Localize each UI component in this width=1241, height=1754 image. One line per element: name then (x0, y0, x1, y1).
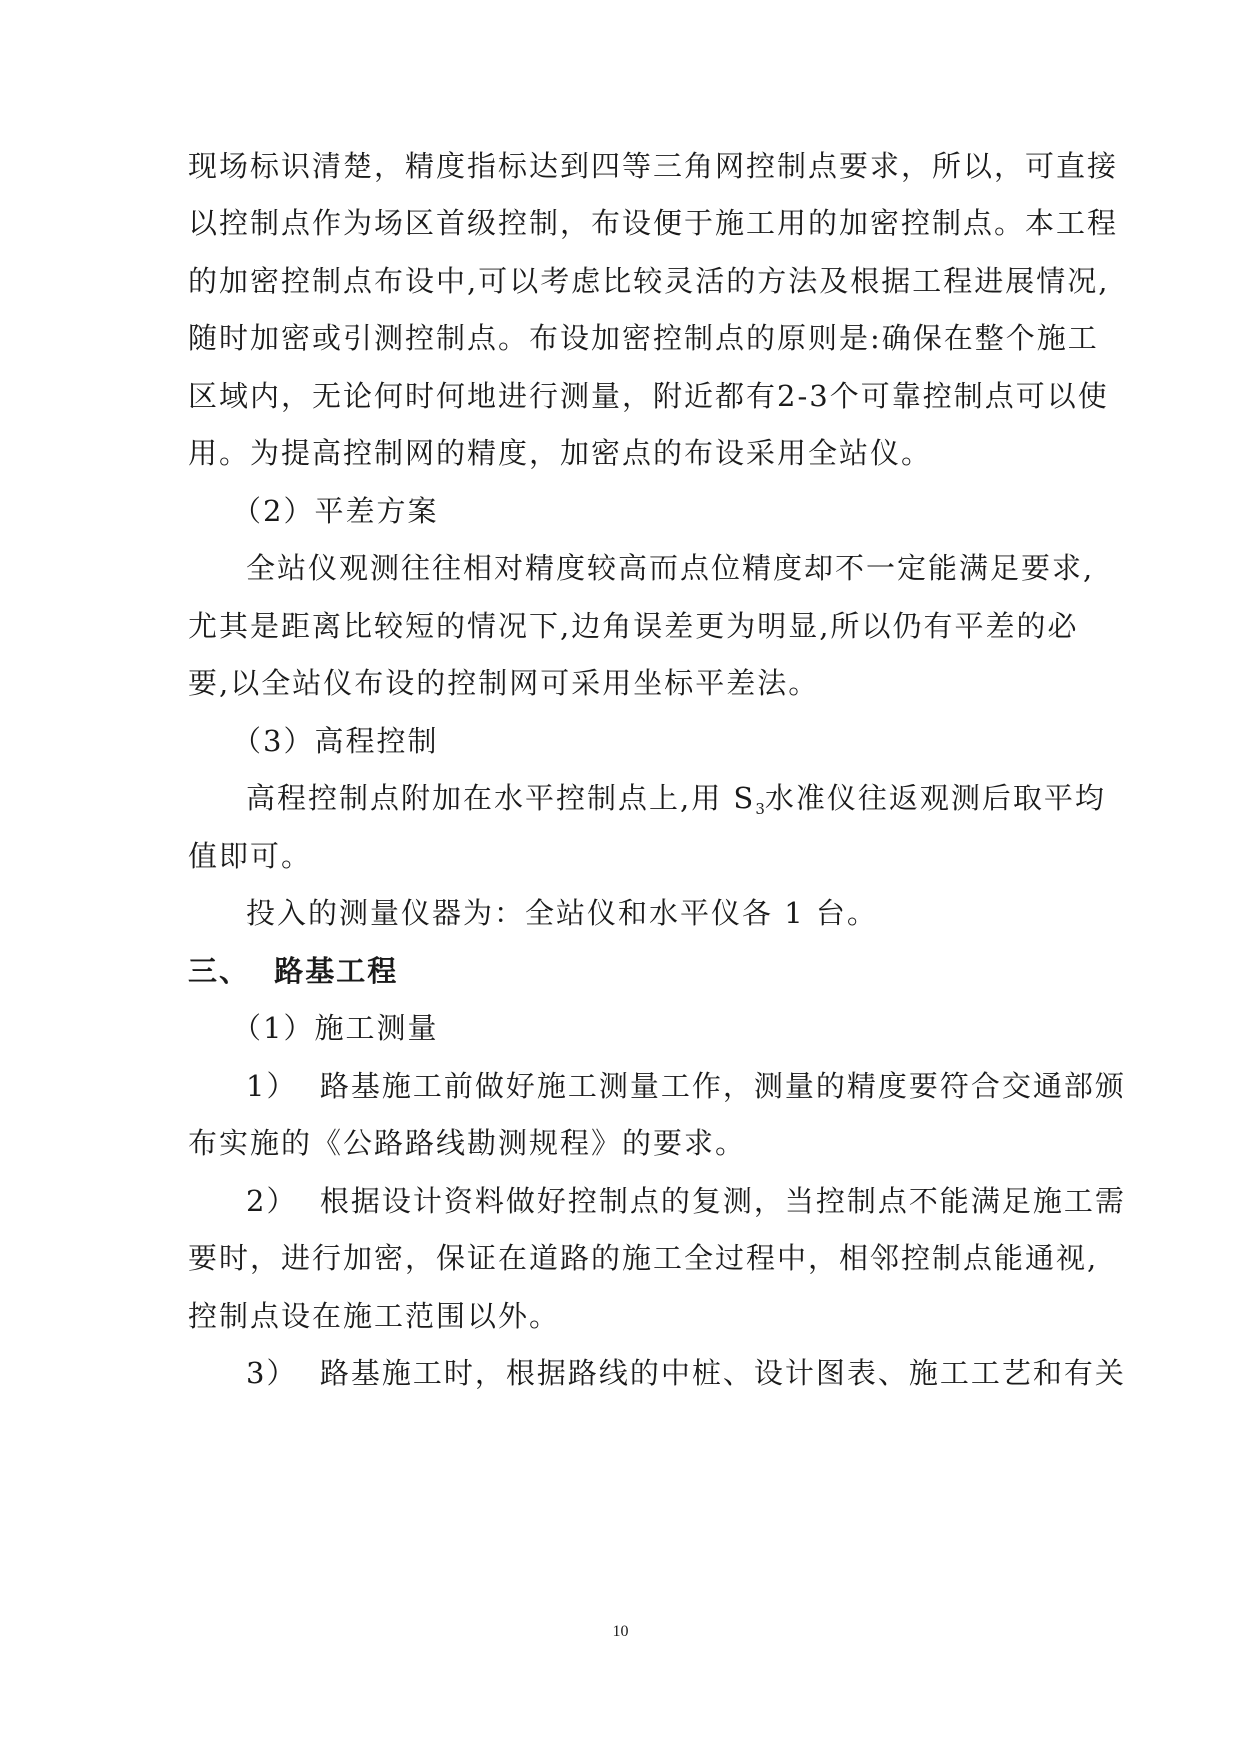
body-text-line: 布实施的《公路路线勘测规程》的要求。 (188, 1126, 747, 1160)
body-text-line: 全站仪观测往往相对精度较高而点位精度却不一定能满足要求, (246, 551, 1095, 585)
page-number: 10 (612, 1623, 629, 1640)
body-text-line: 3） 路基施工时，根据路线的中桩、设计图表、施工工艺和有关 (246, 1356, 1126, 1390)
subscript-text: 3 (755, 800, 765, 818)
body-text-line (246, 778, 1106, 829)
body-text-line: 随时加密或引测控制点。布设加密控制点的原则是:确保在整个施工 (188, 321, 1099, 355)
section-heading: 三、 路基工程 (188, 954, 399, 988)
body-text-line: 用。为提高控制网的精度，加密点的布设采用全站仪。 (188, 436, 933, 470)
subsection-heading: （3）高程控制 (232, 724, 439, 758)
body-text-line: 现场标识清楚，精度指标达到四等三角网控制点要求，所以，可直接 (188, 149, 1119, 183)
body-text-line: 尤其是距离比较短的情况下,边角误差更为明显,所以仍有平差的必 (188, 609, 1079, 643)
body-text-segment: 高程控制点附加在水平控制点上,用 S (246, 781, 756, 815)
subsection-heading: （1）施工测量 (232, 1011, 439, 1045)
body-text-segment: 水准仪往返观测后取平均 (764, 781, 1106, 815)
body-text-line: 的加密控制点布设中,可以考虑比较灵活的方法及根据工程进展情况, (188, 264, 1110, 298)
body-text-line: 投入的测量仪器为：全站仪和水平仪各 1 台。 (246, 896, 878, 930)
body-text-line: 区域内，无论何时何地进行测量，附近都有2-3个可靠控制点可以使 (188, 379, 1109, 413)
body-text-line: 2） 根据设计资料做好控制点的复测，当控制点不能满足施工需 (246, 1184, 1126, 1218)
body-text-line: 以控制点作为场区首级控制，布设便于施工用的加密控制点。本工程 (188, 206, 1119, 240)
body-text-line: 要时，进行加密，保证在道路的施工全过程中，相邻控制点能通视, (188, 1241, 1099, 1275)
body-text-line: 值即可。 (188, 839, 313, 873)
body-text-line: 要,以全站仪布设的控制网可采用坐标平差法。 (188, 666, 820, 700)
body-text-line: 1） 路基施工前做好施工测量工作，测量的精度要符合交通部颁 (246, 1069, 1126, 1103)
body-text-line: 控制点设在施工范围以外。 (188, 1299, 561, 1333)
subsection-heading: （2）平差方案 (232, 494, 439, 528)
